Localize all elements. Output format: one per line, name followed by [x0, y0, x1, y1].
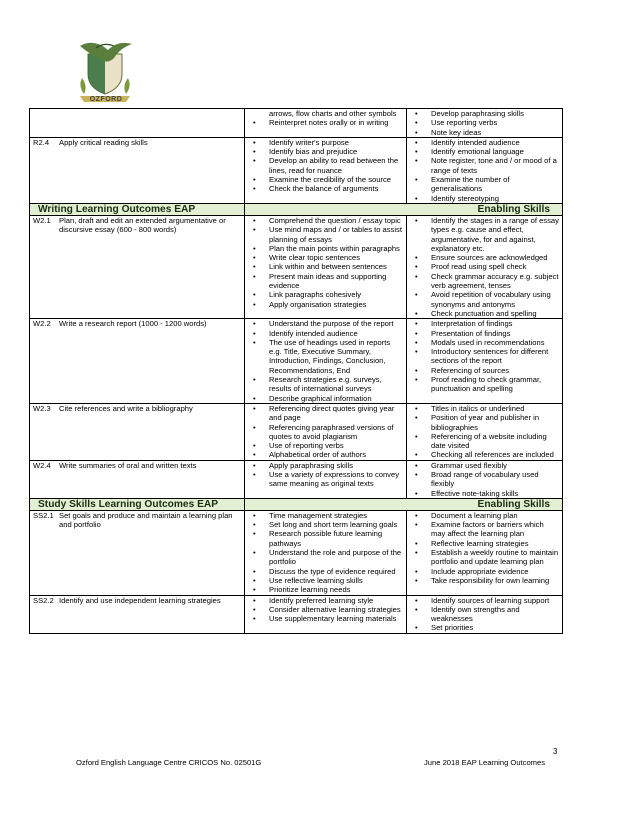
- skill-item: • Check punctuation and spelling: [410, 309, 559, 318]
- enabling-skills-heading: Enabling Skills: [245, 498, 563, 510]
- skill-item: • Note key ideas: [410, 128, 559, 137]
- skill-item: • Time management strategies: [248, 511, 403, 520]
- skill-item: • Identify preferred learning style: [248, 596, 403, 605]
- outcome-code: SS2.2: [33, 595, 54, 605]
- skill-item: • Broad range of vocabulary used flexibly: [410, 470, 559, 489]
- skill-item: • Take responsibility for own learning: [410, 576, 559, 585]
- skills-column-2: [407, 460, 563, 498]
- skills-column-1: [245, 109, 407, 138]
- outcome-code: SS2.1: [33, 510, 54, 520]
- skill-item: • Check the balance of arguments: [248, 184, 403, 193]
- outcome-cell: [30, 137, 245, 203]
- skills-column-2: [407, 595, 563, 633]
- skill-item: • Write clear topic sentences: [248, 253, 403, 262]
- skill-item: • Use reporting verbs: [410, 118, 559, 127]
- skill-item: • Introductory sentences for different sections of the report: [410, 347, 559, 366]
- skill-item: • Research possible future learning pathways: [248, 529, 403, 548]
- skill-item: • Plan the main points within paragraphs: [248, 244, 403, 253]
- skills-column-1: [245, 595, 407, 633]
- skill-item: • Identify emotional language: [410, 147, 559, 156]
- skill-item: • Proof read using spell check: [410, 262, 559, 271]
- skill-item: • Use of reporting verbs: [248, 441, 403, 450]
- skill-item: • Apply organisation strategies: [248, 300, 403, 309]
- outcome-cell: [30, 460, 245, 498]
- skill-item: • Avoid repetition of vocabulary using synonyms and antonyms: [410, 290, 559, 309]
- skills-column-2: [407, 319, 563, 404]
- skills-column-2: [407, 510, 563, 595]
- skill-item: • Develop paraphrasing skills: [410, 109, 559, 118]
- skill-item: • Referencing direct quotes giving year and page: [248, 404, 403, 423]
- skill-item: • Check grammar accuracy e.g. subject verb agreement, tenses: [410, 272, 559, 291]
- skill-item: • Link paragraphs cohesively: [248, 290, 403, 299]
- learning-outcomes-table: [29, 108, 563, 634]
- skill-item: • The use of headings used in reports e.g. Title, Executive Summary, Introduction, Findings, Conclusion, Recommendations, End: [248, 338, 403, 375]
- skill-item: • Establish a weekly routine to maintain portfolio and update learning plan: [410, 548, 559, 567]
- skill-item: • Understand the role and purpose of the portfolio: [248, 548, 403, 567]
- outcome-cell: [30, 403, 245, 460]
- outcome-text: Identify and use independent learning strategies: [59, 595, 221, 605]
- skill-item: • Identify intended audience: [410, 138, 559, 147]
- skill-item: • Proof reading to check grammar, punctuation and spelling: [410, 375, 559, 394]
- skill-item: • Use a variety of expressions to convey same meaning as original texts: [248, 470, 403, 489]
- skill-item: • Link within and between sentences: [248, 262, 403, 271]
- skill-item: • Apply paraphrasing skills: [248, 461, 403, 470]
- footer-left: Ozford English Language Centre CRICOS No. 02501G: [76, 758, 262, 767]
- outcome-row: [30, 510, 563, 595]
- skill-item: • Identify writer's purpose: [248, 138, 403, 147]
- skill-item: • Identify bias and prejudice: [248, 147, 403, 156]
- outcome-text: Write summaries of oral and written texts: [59, 460, 197, 470]
- skill-item: • Understand the purpose of the report: [248, 319, 403, 328]
- outcome-row: [30, 137, 563, 203]
- outcome-row: [30, 215, 563, 318]
- page-number: 3: [553, 747, 558, 756]
- section-header-row: [30, 498, 563, 510]
- skill-item: • Modals used in recommendations: [410, 338, 559, 347]
- outcome-row: [30, 403, 563, 460]
- skill-item: • Examine factors or barriers which may affect the learning plan: [410, 520, 559, 539]
- skill-item: • Note register, tone and / or mood of a range of texts: [410, 156, 559, 175]
- skill-item: • Referencing paraphrased versions of quotes to avoid plagiarism: [248, 423, 403, 442]
- outcome-text: Apply critical reading skills: [59, 137, 148, 147]
- footer-right: June 2018 EAP Learning Outcomes: [424, 758, 546, 767]
- skill-item: • Effective note-taking skills: [410, 489, 559, 498]
- outcome-cell: [30, 109, 245, 138]
- skill-item: • Set long and short term learning goals: [248, 520, 403, 529]
- skill-item: • Research strategies e.g. surveys, results of international surveys: [248, 375, 403, 394]
- outcome-cell: [30, 215, 245, 318]
- skill-item: • Identify intended audience: [248, 329, 403, 338]
- skills-column-1: [245, 460, 407, 498]
- skill-item: • Use supplementary learning materials: [248, 614, 403, 623]
- skill-item: • Position of year and publisher in bibliographies: [410, 413, 559, 432]
- outcome-text: Plan, draft and edit an extended argumentative or discursive essay (600 - 800 words): [59, 215, 226, 235]
- outcome-cell: [30, 510, 245, 595]
- skills-column-2: [407, 109, 563, 138]
- skill-item: • Present main ideas and supporting evidence: [248, 272, 403, 291]
- outcome-code: W2.1: [33, 215, 51, 225]
- skill-item: • Use reflective learning skills: [248, 576, 403, 585]
- outcome-code: W2.4: [33, 460, 51, 470]
- skills-column-1: [245, 137, 407, 203]
- logo-wordmark: OZFORD: [89, 96, 123, 103]
- section-title: Writing Learning Outcomes EAP: [30, 203, 245, 215]
- skill-item: • Identify stereotyping: [410, 194, 559, 203]
- skill-item: • Prioritize learning needs: [248, 585, 403, 594]
- skill-item: • Include appropriate evidence: [410, 567, 559, 576]
- section-title: Study Skills Learning Outcomes EAP: [30, 498, 245, 510]
- skill-item: • Set priorities: [410, 623, 559, 632]
- skill-item: • Alphabetical order of authors: [248, 450, 403, 459]
- skill-item: • Examine the credibility of the source: [248, 175, 403, 184]
- skill-item: • Reinterpret notes orally or in writing: [248, 118, 403, 127]
- outcome-text: Cite references and write a bibliography: [59, 403, 193, 413]
- skill-item: • Ensure sources are acknowledged: [410, 253, 559, 262]
- outcome-cell: [30, 595, 245, 633]
- skill-item: • Use mind maps and / or tables to assist planning of essays: [248, 225, 403, 244]
- skills-column-2: [407, 137, 563, 203]
- outcome-code: W2.2: [33, 319, 51, 329]
- outcome-cell: [30, 319, 245, 404]
- skills-column-1: [245, 403, 407, 460]
- skill-item: • Identify own strengths and weaknesses: [410, 605, 559, 624]
- skills-column-2: [407, 403, 563, 460]
- outcome-text: Write a research report (1000 - 1200 words): [59, 319, 207, 329]
- skill-item: • Reflective learning strategies: [410, 539, 559, 548]
- outcome-code: R2.4: [33, 137, 50, 147]
- outcome-text: Set goals and produce and maintain a learning plan and portfolio: [59, 510, 233, 530]
- skills-column-1: [245, 510, 407, 595]
- outcome-row: [30, 595, 563, 633]
- skill-item: • Checking all references are included: [410, 450, 559, 459]
- skill-item: • Titles in italics or underlined: [410, 404, 559, 413]
- skill-item: • Presentation of findings: [410, 329, 559, 338]
- skill-item: • Develop an ability to read between the lines, read for nuance: [248, 156, 403, 175]
- outcome-row: [30, 109, 563, 138]
- skills-column-1: [245, 319, 407, 404]
- skill-item: • Document a learning plan: [410, 511, 559, 520]
- skill-item: • Discuss the type of evidence required: [248, 567, 403, 576]
- skill-item: • Grammar used flexibly: [410, 461, 559, 470]
- skill-item: • Interpretation of findings: [410, 319, 559, 328]
- skill-item: • Consider alternative learning strategies: [248, 605, 403, 614]
- skill-item: • Identify the stages in a range of essay types e.g. cause and effect, argumentative, for and against, explanatory etc.: [410, 216, 559, 253]
- skills-column-2: [407, 215, 563, 318]
- skill-item: • Examine the number of generalisations: [410, 175, 559, 194]
- skill-item: arrows, flow charts and other symbols: [269, 109, 397, 118]
- skill-item: • Identify sources of learning support: [410, 596, 559, 605]
- outcome-row: [30, 460, 563, 498]
- section-header-row: [30, 203, 563, 215]
- skill-item: • Referencing of a website including date visited: [410, 432, 559, 451]
- outcome-code: W2.3: [33, 403, 51, 413]
- enabling-skills-heading: Enabling Skills: [245, 203, 563, 215]
- skills-column-1: [245, 215, 407, 318]
- outcome-row: [30, 319, 563, 404]
- skill-item: • Referencing of sources: [410, 366, 559, 375]
- skill-item: • Describe graphical information: [248, 394, 403, 403]
- skill-item: • Comprehend the question / essay topic: [248, 216, 403, 225]
